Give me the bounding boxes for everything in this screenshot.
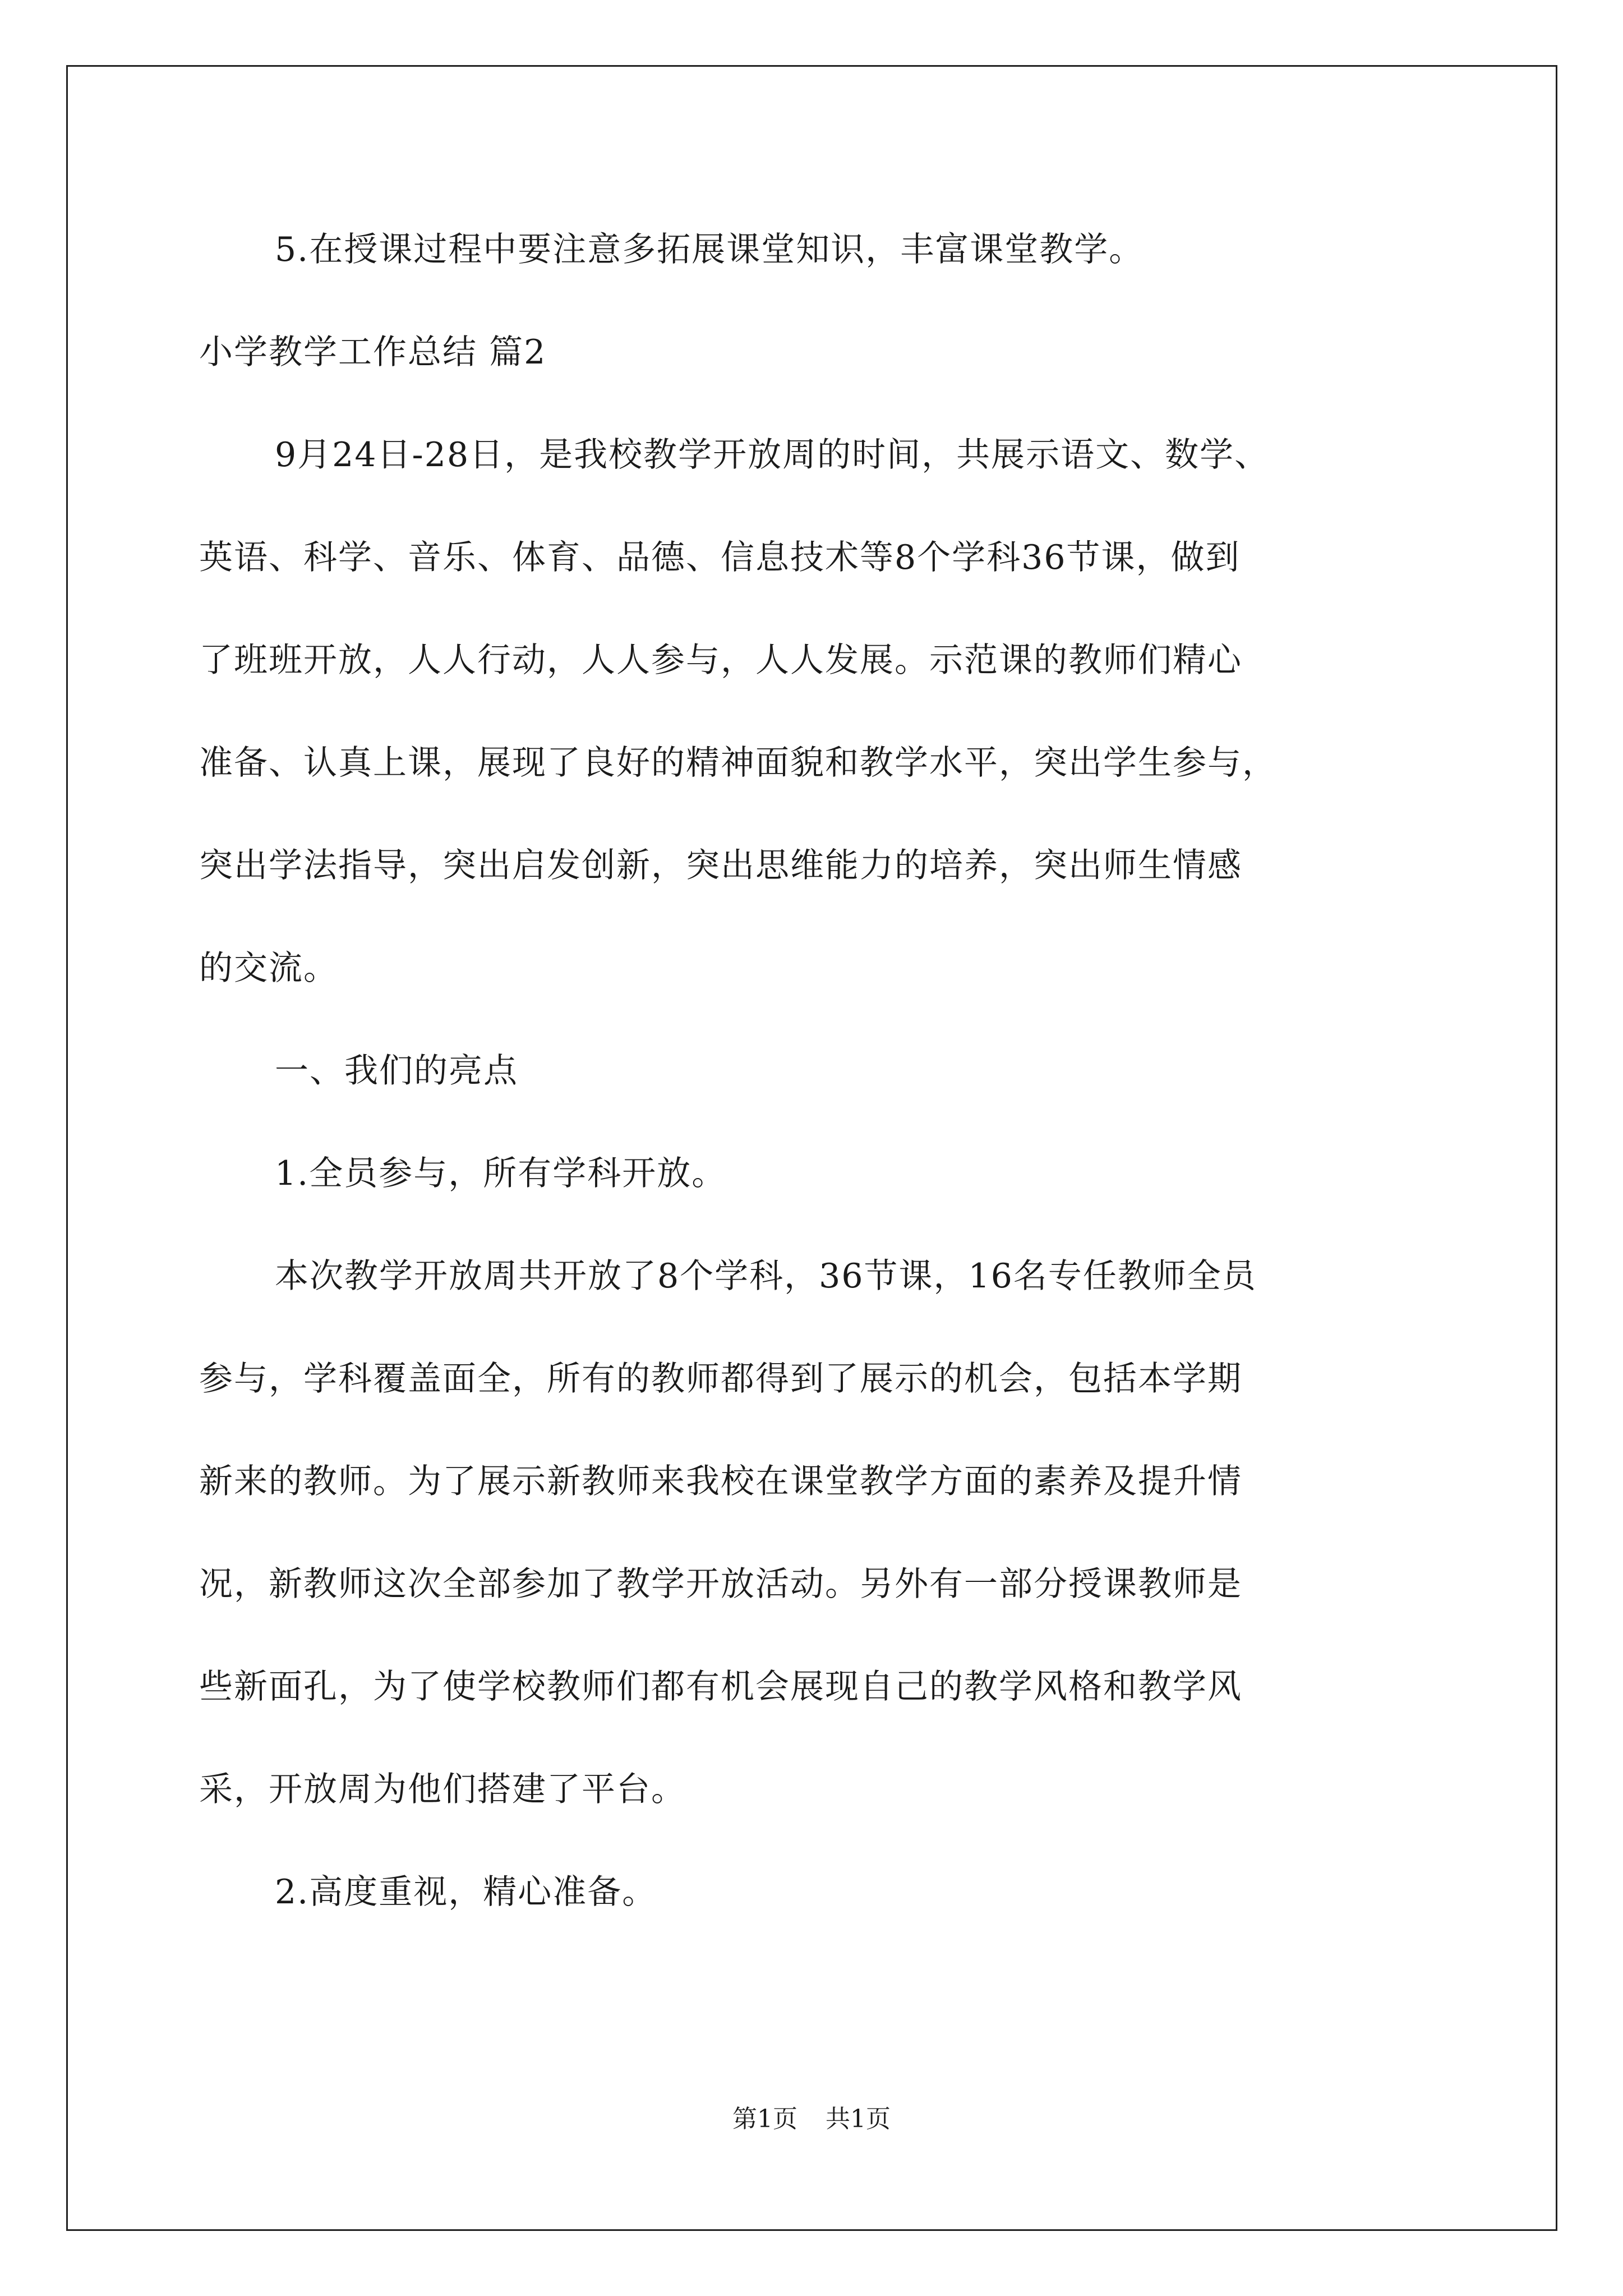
list-item-1: 1.全员参与，所有学科开放。 — [275, 1154, 727, 1193]
paragraph-line: 突出学法指导，突出启发创新，突出思维能力的培养，突出师生情感 — [199, 846, 1242, 885]
paragraph-line: 况，新教师这次全部参加了教学开放活动。另外有一部分授课教师是 — [199, 1565, 1242, 1604]
paragraph-line: 参与，学科覆盖面全，所有的教师都得到了展示的机会，包括本学期 — [199, 1359, 1242, 1398]
subheading: 一、我们的亮点 — [275, 1051, 518, 1091]
page-number: 第1页 — [732, 2105, 797, 2133]
paragraph-line: 本次教学开放周共开放了8个学科，36节课，16名专任教师全员 — [275, 1257, 1257, 1296]
paragraph-line: 的交流。 — [199, 949, 338, 988]
list-item-5: 5.在授课过程中要注意多拓展课堂知识，丰富课堂教学。 — [275, 230, 1144, 269]
page-footer — [0, 2102, 1623, 2136]
section-heading: 小学教学工作总结 篇2 — [199, 333, 547, 372]
paragraph-line: 采，开放周为他们搭建了平台。 — [199, 1770, 686, 1809]
page-count: 共1页 — [826, 2105, 891, 2133]
list-item-2: 2.高度重视，精心准备。 — [275, 1872, 657, 1912]
paragraph-line: 新来的教师。为了展示新教师来我校在课堂教学方面的素养及提升情 — [199, 1462, 1242, 1501]
paragraph-line: 英语、科学、音乐、体育、品德、信息技术等8个学科36节课，做到 — [199, 538, 1241, 577]
paragraph-line: 9月24日-28日，是我校教学开放周的时间，共展示语文、数学、 — [275, 435, 1270, 475]
paragraph-line: 准备、认真上课，展现了良好的精神面貌和教学水平，突出学生参与， — [199, 743, 1277, 783]
paragraph-line: 些新面孔，为了使学校教师们都有机会展现自己的教学风格和教学风 — [199, 1667, 1242, 1706]
paragraph-line: 了班班开放，人人行动，人人参与，人人发展。示范课的教师们精心 — [199, 641, 1242, 680]
